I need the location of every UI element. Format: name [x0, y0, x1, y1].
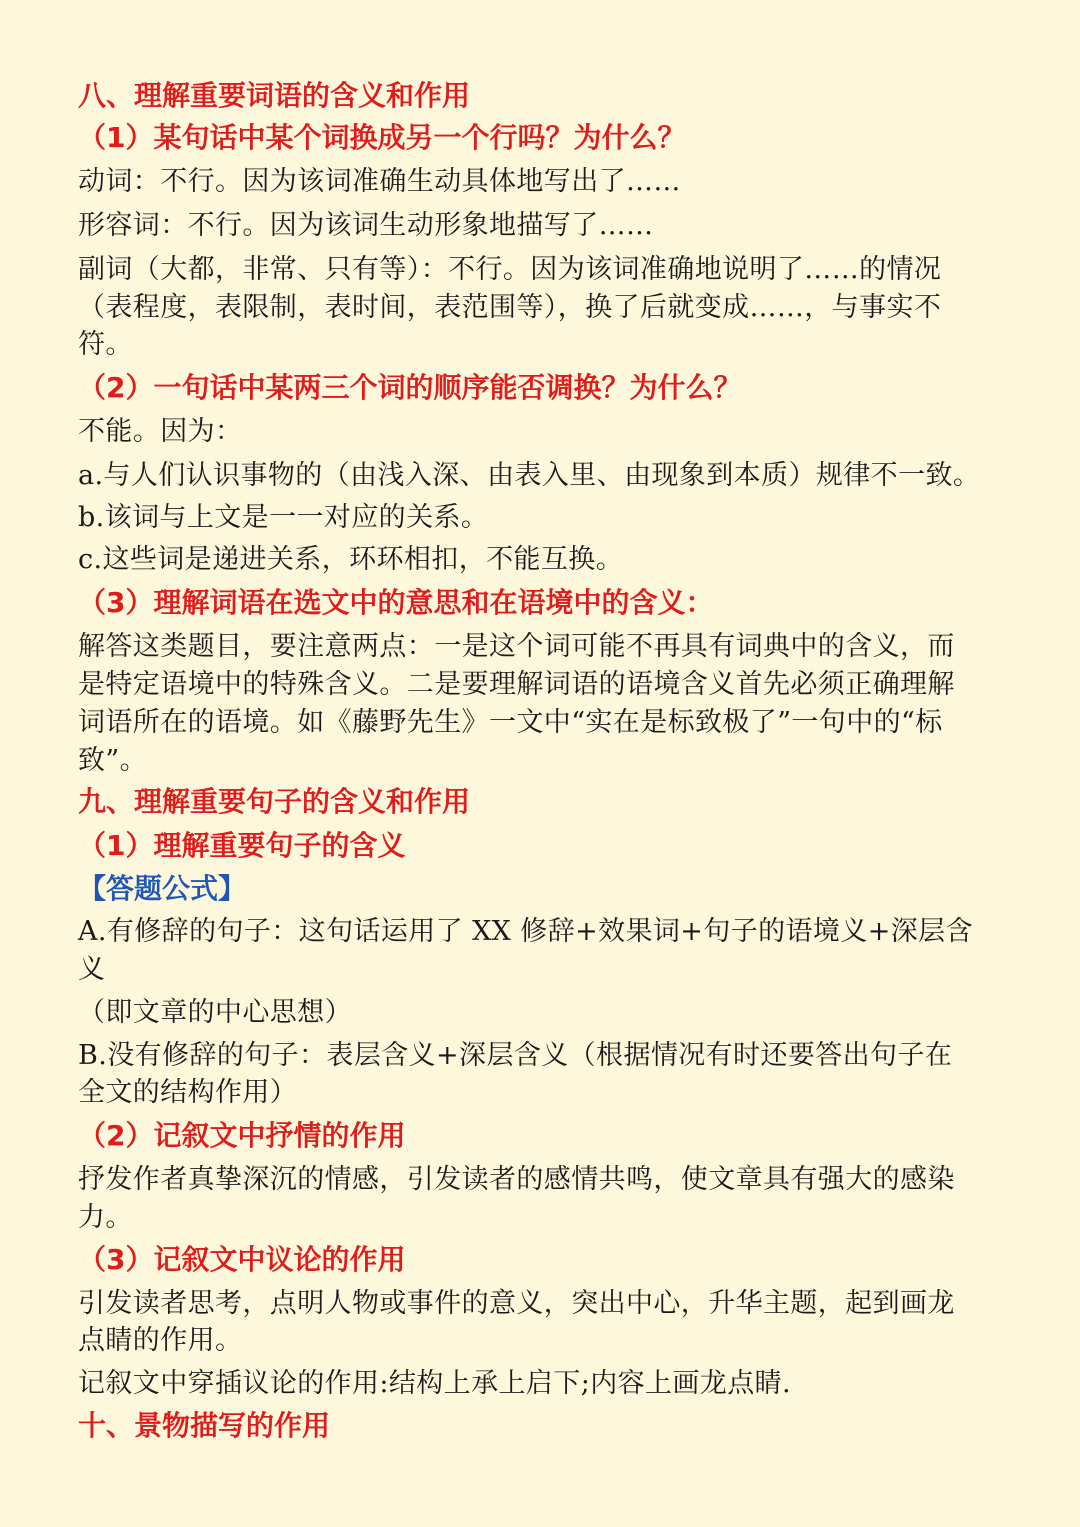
- body-line: 引发读者思考，点明人物或事件的意义，突出中心，升华主题，起到画龙: [78, 1288, 955, 1319]
- subheading-8-3: （3）理解词语在选文中的意思和在语境中的含义：: [78, 586, 714, 619]
- body-line: 解答这类题目，要注意两点：一是这个词可能不再具有词典中的含义，而: [78, 631, 955, 662]
- body-line: 副词（大都，非常、只有等）：不行。因为该词准确地说明了……的情况: [78, 254, 942, 285]
- section-heading-8: 八、理解重要词语的含义和作用: [78, 79, 471, 112]
- subheading-8-2: （2）一句话中某两三个词的顺序能否调换？为什么？: [78, 371, 742, 404]
- body-line: 动词：不行。因为该词准确生动具体地写出了……: [78, 166, 681, 197]
- subheading-9-2: （2）记叙文中抒情的作用: [78, 1119, 406, 1152]
- body-line: b.该词与上文是一一对应的关系。: [78, 502, 489, 533]
- body-line: （表程度，表限制，表时间，表范围等），换了后就变成……，与事实不: [78, 292, 942, 323]
- body-line: 抒发作者真挚深沉的情感，引发读者的感情共鸣，使文章具有强大的感染: [78, 1164, 955, 1195]
- body-line: 力。: [78, 1202, 133, 1233]
- body-line: A.有修辞的句子：这句话运用了 XX 修辞+效果词+句子的语境义+深层含: [78, 916, 973, 947]
- body-line: 是特定语境中的特殊含义。二是要理解词语的语境含义首先必须正确理解: [78, 669, 955, 700]
- body-line: （即文章的中心思想）: [78, 997, 352, 1028]
- body-line: 记叙文中穿插议论的作用:结构上承上启下;内容上画龙点睛.: [78, 1368, 791, 1399]
- body-line: 致”。: [78, 745, 148, 776]
- subheading-9-1: （1）理解重要句子的含义: [78, 829, 406, 862]
- body-line: B.没有修辞的句子：表层含义+深层含义（根据情况有时还要答出句子在: [78, 1040, 953, 1071]
- body-line: 词语所在的语境。如《藤野先生》一文中“实在是标致极了”一句中的“标: [78, 707, 943, 738]
- body-line: 义: [78, 954, 106, 985]
- section-heading-9: 九、理解重要句子的含义和作用: [78, 785, 471, 818]
- subheading-9-3: （3）记叙文中议论的作用: [78, 1243, 406, 1276]
- body-line: 不能。因为：: [78, 416, 243, 447]
- subheading-8-1: （1）某句话中某个词换成另一个行吗？为什么？: [78, 121, 686, 154]
- body-line: c.这些词是递进关系，环环相扣，不能互换。: [78, 544, 624, 575]
- section-heading-10: 十、景物描写的作用: [78, 1409, 331, 1442]
- body-line: 符。: [78, 329, 133, 360]
- body-line: 形容词：不行。因为该词生动形象地描写了……: [78, 210, 654, 241]
- formula-tag: 【答题公式】: [78, 872, 247, 905]
- body-line: a.与人们认识事物的（由浅入深、由表入里、由现象到本质）规律不一致。: [78, 460, 981, 491]
- body-line: 点睛的作用。: [78, 1325, 243, 1356]
- body-line: 全文的结构作用）: [78, 1077, 298, 1108]
